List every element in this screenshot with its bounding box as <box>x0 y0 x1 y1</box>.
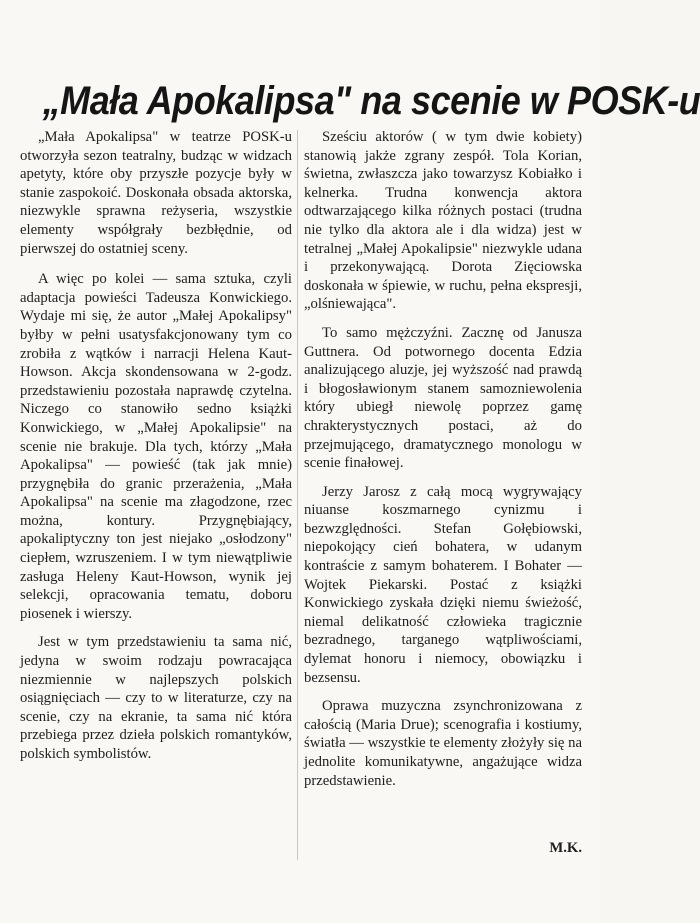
paragraph: Sześciu aktorów ( w tym dwie kobiety) stanowią jakże zgrany zespół. Tola Korian, świetna, zwłaszcza jako towarzysz Kobiałko i kelnerka. Trudna konwencja aktora odtwarzającego kilka różnych postaci (trudna nie tylko dla aktora ale i dla widza) jest w tetralnej „Małej Apokalipsie" niezwykle udana i przekonywającą. Dorota Zięciowska doskonała w śpiewie, w ruchu, pełna ekspresji, „olśniewająca". <box>304 129 582 313</box>
paragraph: „Mała Apokalipsa" w teatrze POSK-u otworzyła sezon teatralny, budząc w widzach apetyty, które oby przyszłe pozycje były w stanie zaspokoić. Doskonała obsada aktorska, niezwykle sprawna reżyseria, wszystkie elementy współgrały bezbłędnie, od pierwszej do ostatniej sceny. <box>20 129 292 257</box>
right-column <box>304 128 582 800</box>
author-signature: M.K. <box>549 840 582 856</box>
article-title: „Mała Apokalipsa" na scenie w POSK-u <box>42 79 700 123</box>
column-divider <box>297 130 298 860</box>
paragraph: Jest w tym przedstawieniu ta sama nić, jedyna w swoim rodzaju powracająca niezmiennie w najlepszych polskich osiągnięciach — czy to w literaturze, czy na scenie, czy na ekranie, ta sama nić która przebiega przez dzieła polskich romantyków, polskich symbolistów. <box>20 634 292 762</box>
paragraph: To samo mężczyźni. Zacznę od Janusza Guttnera. Od potwornego docenta Edzia analizującego aluzje, jej wyższość nad prawdą i błogosławionym stanem samozniewolenia który ubiegł niewolę poprzez gamę chrakterystycznych postaci, aż do przejmującego, dramatycznego monologu w scenie finałowej. <box>304 324 582 472</box>
paragraph: Oprawa muzyczna zsynchronizowana z całością (Maria Drue); scenografia i kostiumy, światła — wszystkie te elementy złożyły się na jednolite komunikatywne, angażujące widza przedstawienie. <box>304 698 582 789</box>
paragraph: Jerzy Jarosz z całą mocą wygrywający niuanse koszmarnego cynizmu i bezwzględności. Stefan Gołębiowski, niepokojący cień bohatera, w udanym kontraście z samym bohaterem. I Bohater — Wojtek Piekarski. Postać z książki Konwickiego zyskała dzięki niemu świeżość, niemal delikatność człowieka tragicznie bezradnego, targanego wątpliwościami, dylemat honoru i niemocy, obowiązku i bezsensu. <box>304 483 582 686</box>
paragraph: A więc po kolei — sama sztuka, czyli adaptacja powieści Tadeusza Konwickiego. Wydaje mi się, że autor „Małej Apokalipsy" byłby w pełni usatysfakcjonowany tym co zrobiła z wątków i narracji Helena Kaut-Howson. Akcja skondensowana w 2-godz. przedstawieniu pozostała naprawdę czytelna. Niczego co stanowiło sedno książki Konwickiego, w „Małej Apokalipsie" na scenie nie brakuje. Dla tych, którzy „Mała Apokalipsa" — powieść (tak jak mnie) przygnębiła do granic przerażenia, „Mała Apokalipsa" na scenie ma złagodzone, rzec można, kontury. Przygnębiający, apokaliptyczny ton jest niejako „osłodzony" ciepłem, wzruszeniem. I w tym niewątpliwie zasługa Heleny Kaut-Howson, wynik jej selekcji, opracowania tematu, doboru piosenek i wierszy. <box>20 271 292 622</box>
left-column <box>20 128 292 774</box>
